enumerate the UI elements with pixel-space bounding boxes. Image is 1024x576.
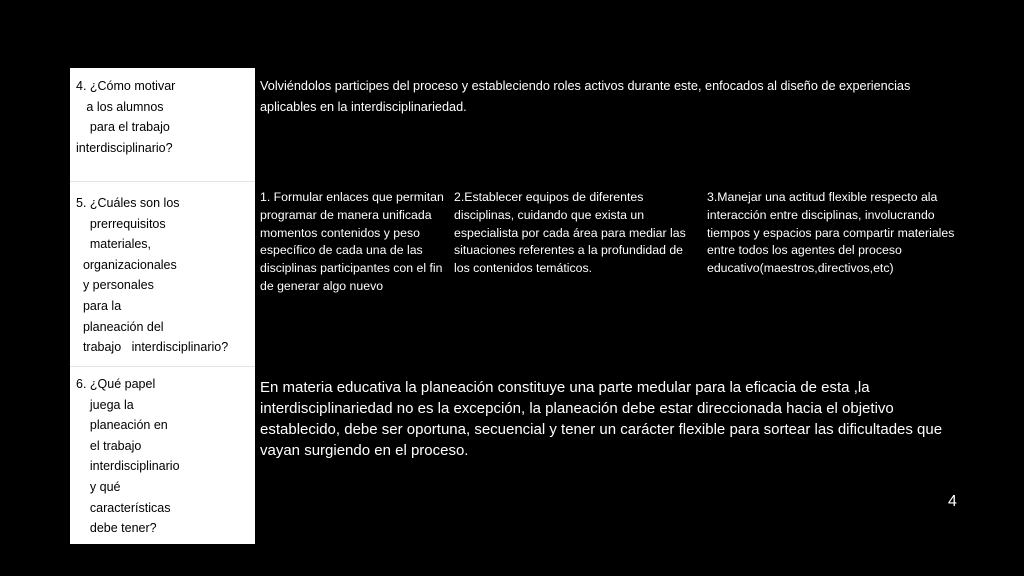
answer-5-item-3: 3.Manejar una actitud flexible respecto ala interacción entre disciplinas, involucrando tiempos y espacios para compartir materiales entre todos los agentes del proceso educativo(maestros,directivos,etc) xyxy=(707,190,955,276)
answer-5-item-2: 2.Establecer equipos de diferentes disciplinas, cuidando que exista un especialista por cada área para mediar las situaciones referentes a la profundidad de los contenidos temáticos. xyxy=(454,190,686,276)
answer-5-item-1: 1. Formular enlaces que permitan programar de manera unificada momentos contenidos y peso específico de cada una de las disciplinas participantes con el fin de generar algo nuevo xyxy=(260,190,444,293)
answer-6: En materia educativa la planeación constituye una parte medular para la eficacia de esta ,la interdisciplinariedad no es la excepción, la planeación debe estar direccionada hacia el objetivo establecido, debe ser oportuna, secuencial y tener un carácter flexible para sortear las dificultades que vayan surgiendo en el proceso. xyxy=(260,379,943,459)
question-4: 4. ¿Cómo motivar a los alumnos para el trabajo interdisciplinario? xyxy=(76,79,176,155)
question-6: 6. ¿Qué papel juega la planeación en el trabajo interdisciplinario y qué características debe tener? xyxy=(76,377,180,536)
question-5: 5. ¿Cuáles son los prerrequisitos materiales, organizacionales y personales para la planeación del trabajo interdisciplinario? xyxy=(76,196,229,355)
row-divider xyxy=(70,366,255,367)
page-number: 4 xyxy=(948,493,957,510)
answer-4: Volviéndolos participes del proceso y estableciendo roles activos durante este, enfocados al diseño de experiencias aplicables en la interdisciplinariedad. xyxy=(260,79,911,114)
questions-column xyxy=(70,68,255,544)
row-divider xyxy=(70,181,255,182)
